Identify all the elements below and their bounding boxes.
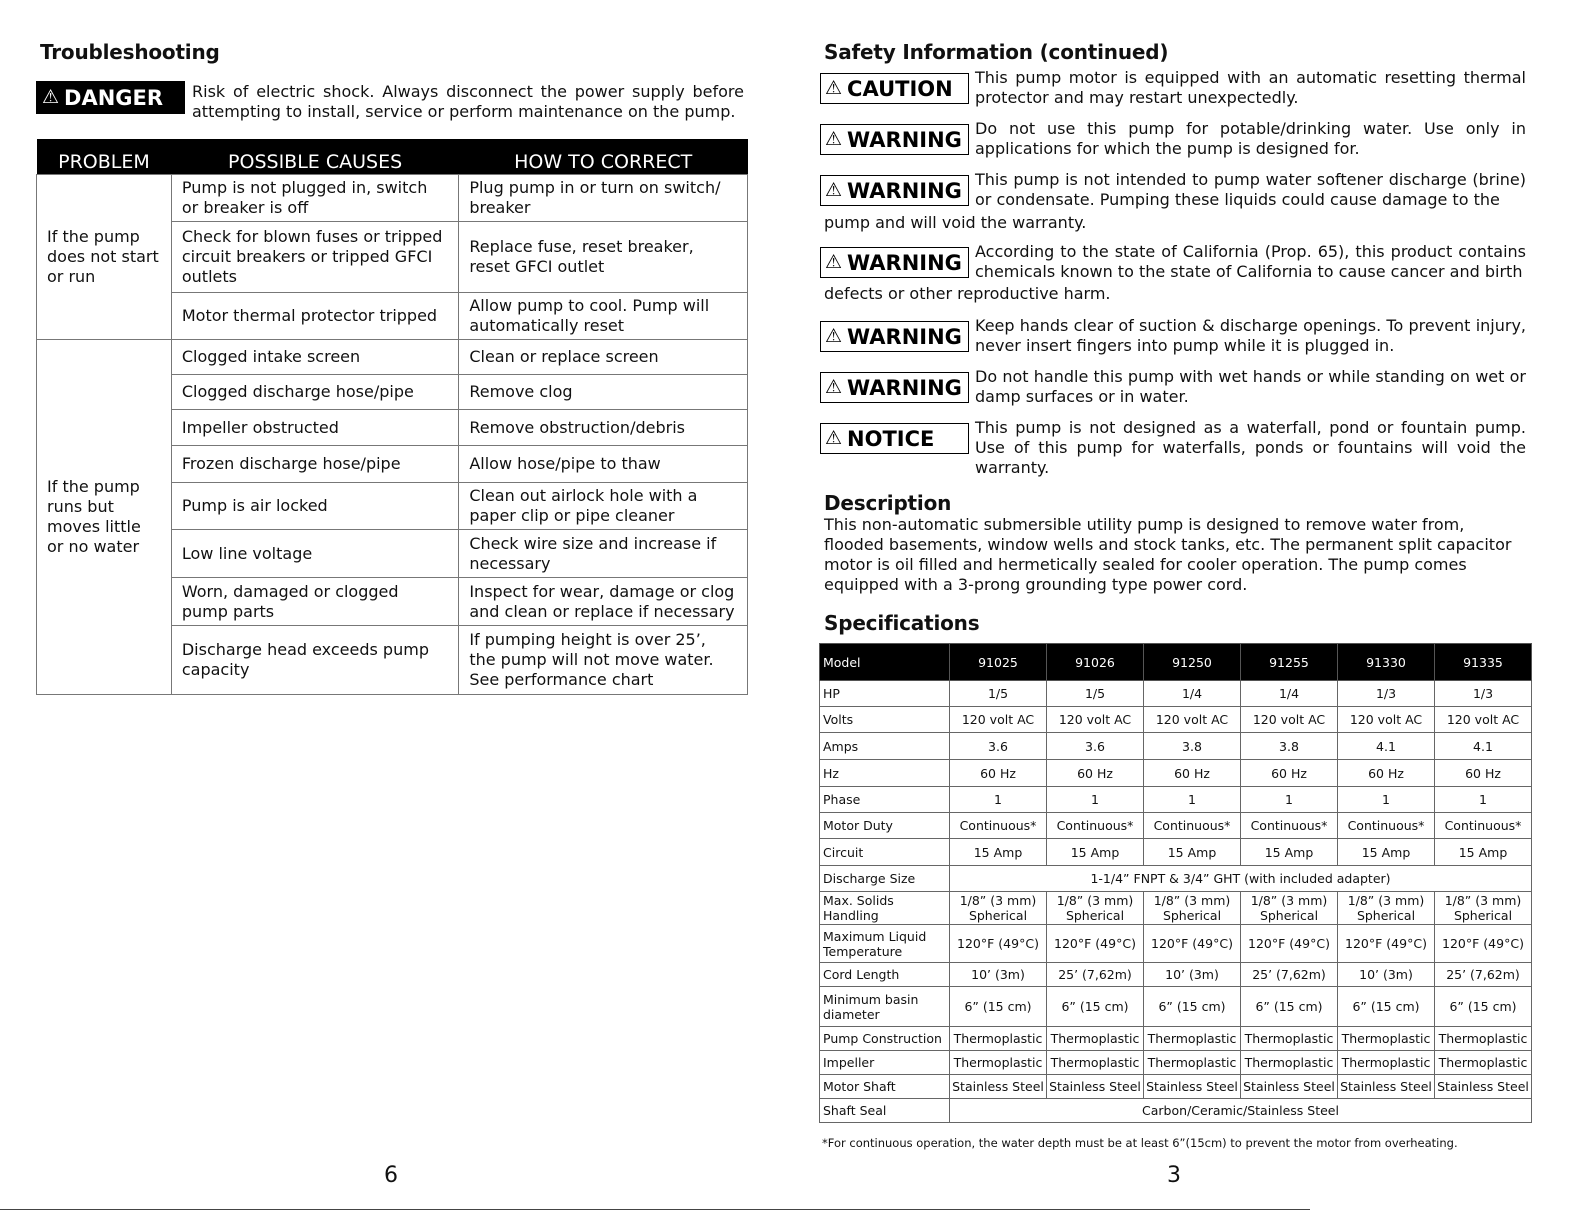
spec-value: 4.1 bbox=[1338, 733, 1435, 760]
description-text: This non-automatic submersible utility pump is designed to remove water from, flooded basements, window wells and stock tanks, etc. The permanent split capacitor motor is oil filled and hermetically sealed for cooler operation. The pump comes equipped with a 3-prong grounding type power cord. bbox=[824, 515, 1512, 594]
notice-text: Do not handle this pump with wet hands or while standing on wet or damp surfaces or in water. bbox=[975, 367, 1526, 406]
spec-value: 6” (15 cm) bbox=[1144, 987, 1241, 1027]
spec-model-header: 91330 bbox=[1338, 644, 1435, 681]
fix-cell: Clean out airlock hole with a paper clip or pipe cleaner bbox=[459, 483, 748, 530]
spec-value: 1/5 bbox=[950, 681, 1047, 707]
spec-value: 120°F (49°C) bbox=[1241, 925, 1338, 963]
spec-value: 15 Amp bbox=[1435, 839, 1532, 866]
spec-label: HP bbox=[820, 681, 950, 707]
spec-value: 6” (15 cm) bbox=[1338, 987, 1435, 1027]
spec-value: 1/8” (3 mm) Spherical bbox=[1241, 892, 1338, 925]
spec-row bbox=[820, 707, 1532, 733]
spec-value: 60 Hz bbox=[1047, 760, 1144, 787]
fix-cell: Plug pump in or turn on switch/ breaker bbox=[459, 175, 748, 222]
spec-value: 6” (15 cm) bbox=[950, 987, 1047, 1027]
spec-value: 10’ (3m) bbox=[950, 963, 1047, 987]
page-number-left: 6 bbox=[384, 1163, 398, 1188]
spec-label: Discharge Size bbox=[820, 866, 950, 892]
spec-value: 3.8 bbox=[1241, 733, 1338, 760]
badge-label: WARNING bbox=[847, 127, 962, 152]
danger-text: Risk of electric shock. Always disconnect the power supply before attempting to install, service or perform maintenance on the pump. bbox=[192, 82, 744, 121]
caution-badge bbox=[820, 73, 969, 104]
spec-value: 25’ (7,62m) bbox=[1047, 963, 1144, 987]
spec-value: Thermoplastic bbox=[1047, 1051, 1144, 1075]
problem-cell: If the pump runs but moves little or no water bbox=[37, 340, 172, 695]
spec-value: 120°F (49°C) bbox=[1144, 925, 1241, 963]
spec-label: Impeller bbox=[820, 1051, 950, 1075]
warning-triangle-icon: ⚠ bbox=[42, 86, 60, 108]
badge-label: WARNING bbox=[847, 375, 962, 400]
spec-value: Stainless Steel bbox=[950, 1075, 1047, 1099]
spec-value: 1 bbox=[1338, 787, 1435, 813]
spec-value: 120°F (49°C) bbox=[950, 925, 1047, 963]
warning-badge bbox=[820, 175, 969, 206]
notice-text-continued: defects or other reproductive harm. bbox=[824, 284, 1111, 303]
spec-value: Stainless Steel bbox=[1435, 1075, 1532, 1099]
spec-label: Max. Solids Handling bbox=[820, 892, 950, 925]
spec-row bbox=[820, 760, 1532, 787]
spec-value: 1 bbox=[1047, 787, 1144, 813]
spec-value: 60 Hz bbox=[1435, 760, 1532, 787]
spec-value: Continuous* bbox=[1047, 813, 1144, 839]
spec-value: 1/8” (3 mm) Spherical bbox=[1144, 892, 1241, 925]
description-title: Description bbox=[824, 491, 952, 515]
spec-row bbox=[820, 925, 1532, 963]
spec-model-header: 91026 bbox=[1047, 644, 1144, 681]
spec-value: 120 volt AC bbox=[950, 707, 1047, 733]
fix-cell: Clean or replace screen bbox=[459, 340, 748, 375]
badge-label: CAUTION bbox=[847, 76, 953, 101]
notice-text: This pump is not intended to pump water softener discharge (brine) or condensate. Pumping these liquids could cause damage to the bbox=[975, 170, 1526, 209]
notice-text: Keep hands clear of suction & discharge openings. To prevent injury, never insert fingers into pump while it is plugged in. bbox=[975, 316, 1526, 355]
spec-value: 4.1 bbox=[1435, 733, 1532, 760]
spec-value: 10’ (3m) bbox=[1144, 963, 1241, 987]
cause-cell: Frozen discharge hose/pipe bbox=[171, 446, 458, 483]
spec-value: Thermoplastic bbox=[1144, 1051, 1241, 1075]
cause-cell: Check for blown fuses or tripped circuit breakers or tripped GFCI outlets bbox=[171, 222, 458, 293]
spec-value: 1/8” (3 mm) Spherical bbox=[950, 892, 1047, 925]
danger-badge bbox=[36, 81, 185, 114]
spec-value: Continuous* bbox=[1144, 813, 1241, 839]
table-header-row bbox=[37, 139, 748, 175]
spec-value: 25’ (7,62m) bbox=[1435, 963, 1532, 987]
spec-value: 1/4 bbox=[1241, 681, 1338, 707]
notice-text: This pump motor is equipped with an automatic resetting thermal protector and may restart unexpectedly. bbox=[975, 68, 1526, 107]
spec-value: Thermoplastic bbox=[1435, 1027, 1532, 1051]
spec-row bbox=[820, 1075, 1532, 1099]
spec-value: 1/4 bbox=[1144, 681, 1241, 707]
spec-value: Stainless Steel bbox=[1144, 1075, 1241, 1099]
spec-row bbox=[820, 1099, 1532, 1123]
spec-model-header: 91250 bbox=[1144, 644, 1241, 681]
cause-cell: Impeller obstructed bbox=[171, 410, 458, 446]
spec-value: Thermoplastic bbox=[1338, 1051, 1435, 1075]
fix-cell: Allow hose/pipe to thaw bbox=[459, 446, 748, 483]
spec-label: Phase bbox=[820, 787, 950, 813]
notice-text-continued: pump and will void the warranty. bbox=[824, 213, 1087, 232]
spec-value: 3.8 bbox=[1144, 733, 1241, 760]
warning-triangle-icon: ⚠ bbox=[825, 427, 843, 449]
spec-value: 60 Hz bbox=[1144, 760, 1241, 787]
spec-value: Continuous* bbox=[1435, 813, 1532, 839]
bottom-rule bbox=[0, 1209, 1310, 1210]
spec-label: Minimum basin diameter bbox=[820, 987, 950, 1027]
spec-row bbox=[820, 1027, 1532, 1051]
badge-label: WARNING bbox=[847, 250, 962, 275]
spec-value: Stainless Steel bbox=[1338, 1075, 1435, 1099]
danger-badge-label: DANGER bbox=[64, 85, 164, 110]
spec-row bbox=[820, 963, 1532, 987]
spec-row bbox=[820, 892, 1532, 925]
specifications-table bbox=[819, 643, 1532, 1123]
warning-triangle-icon: ⚠ bbox=[825, 376, 843, 398]
spec-value: 1/8” (3 mm) Spherical bbox=[1047, 892, 1144, 925]
warning-triangle-icon: ⚠ bbox=[825, 251, 843, 273]
spec-model-header: 91335 bbox=[1435, 644, 1532, 681]
spec-value: 60 Hz bbox=[950, 760, 1047, 787]
spec-value: Thermoplastic bbox=[950, 1051, 1047, 1075]
spec-row bbox=[820, 866, 1532, 892]
cause-cell: Pump is not plugged in, switch or breaker is off bbox=[171, 175, 458, 222]
spec-value: Stainless Steel bbox=[1241, 1075, 1338, 1099]
specifications-title: Specifications bbox=[824, 611, 980, 635]
notice-text: According to the state of California (Prop. 65), this product contains chemicals known to the state of California to cause cancer and birth bbox=[975, 242, 1526, 281]
spec-row bbox=[820, 1051, 1532, 1075]
spec-value: 1 bbox=[1241, 787, 1338, 813]
badge-label: WARNING bbox=[847, 324, 962, 349]
fix-cell: Check wire size and increase if necessary bbox=[459, 530, 748, 578]
spec-header-label: Model bbox=[820, 644, 950, 681]
spec-value: 6” (15 cm) bbox=[1241, 987, 1338, 1027]
warning-triangle-icon: ⚠ bbox=[825, 128, 843, 150]
spec-value: Carbon/Ceramic/Stainless Steel bbox=[950, 1099, 1532, 1123]
spec-row bbox=[820, 839, 1532, 866]
fix-cell: Replace fuse, reset breaker, reset GFCI outlet bbox=[459, 222, 748, 293]
notice-text: This pump is not designed as a waterfall, pond or fountain pump. Use of this pump for waterfalls, ponds or fountains will void the warranty. bbox=[975, 418, 1526, 477]
spec-value: 1/3 bbox=[1435, 681, 1532, 707]
spec-value: 1/3 bbox=[1338, 681, 1435, 707]
notice-badge bbox=[820, 423, 969, 454]
spec-value: 15 Amp bbox=[1338, 839, 1435, 866]
spec-value: 60 Hz bbox=[1338, 760, 1435, 787]
cause-cell: Discharge head exceeds pump capacity bbox=[171, 626, 458, 695]
spec-value: Continuous* bbox=[1338, 813, 1435, 839]
spec-value: 15 Amp bbox=[950, 839, 1047, 866]
spec-row bbox=[820, 787, 1532, 813]
cause-cell: Worn, damaged or clogged pump parts bbox=[171, 578, 458, 626]
spec-value: Continuous* bbox=[950, 813, 1047, 839]
spec-value: 6” (15 cm) bbox=[1047, 987, 1144, 1027]
spec-value: 60 Hz bbox=[1241, 760, 1338, 787]
fix-cell: Remove obstruction/debris bbox=[459, 410, 748, 446]
spec-row bbox=[820, 987, 1532, 1027]
fix-cell: If pumping height is over 25’, the pump will not move water. See performance chart bbox=[459, 626, 748, 695]
fix-cell: Allow pump to cool. Pump will automatically reset bbox=[459, 293, 748, 340]
warning-badge bbox=[820, 321, 969, 352]
spec-value: 3.6 bbox=[950, 733, 1047, 760]
spec-value: Continuous* bbox=[1241, 813, 1338, 839]
spec-value: 15 Amp bbox=[1047, 839, 1144, 866]
spec-value: 10’ (3m) bbox=[1338, 963, 1435, 987]
spec-value: 3.6 bbox=[1047, 733, 1144, 760]
spec-value: 120 volt AC bbox=[1144, 707, 1241, 733]
warning-badge bbox=[820, 372, 969, 403]
cause-cell: Clogged discharge hose/pipe bbox=[171, 375, 458, 410]
spec-value: 1 bbox=[1435, 787, 1532, 813]
spec-value: Thermoplastic bbox=[950, 1027, 1047, 1051]
warning-badge bbox=[820, 247, 969, 278]
safety-title: Safety Information (continued) bbox=[824, 40, 1169, 64]
spec-value: 120°F (49°C) bbox=[1047, 925, 1144, 963]
spec-label: Cord Length bbox=[820, 963, 950, 987]
spec-label: Maximum Liquid Temperature bbox=[820, 925, 950, 963]
specifications-footnote: *For continuous operation, the water depth must be at least 6”(15cm) to prevent the motor from overheating. bbox=[822, 1136, 1458, 1150]
warning-badge bbox=[820, 124, 969, 155]
spec-value: 1/8” (3 mm) Spherical bbox=[1435, 892, 1532, 925]
spec-value: Thermoplastic bbox=[1435, 1051, 1532, 1075]
problem-cell: If the pump does not start or run bbox=[37, 175, 172, 340]
spec-value: 120 volt AC bbox=[1338, 707, 1435, 733]
spec-value: Thermoplastic bbox=[1241, 1027, 1338, 1051]
cause-cell: Pump is air locked bbox=[171, 483, 458, 530]
spec-label: Motor Duty bbox=[820, 813, 950, 839]
spec-label: Pump Construction bbox=[820, 1027, 950, 1051]
spec-value: 120°F (49°C) bbox=[1338, 925, 1435, 963]
spec-value: Thermoplastic bbox=[1241, 1051, 1338, 1075]
spec-label: Shaft Seal bbox=[820, 1099, 950, 1123]
spec-label: Amps bbox=[820, 733, 950, 760]
spec-row bbox=[820, 813, 1532, 839]
spec-value: 6” (15 cm) bbox=[1435, 987, 1532, 1027]
cause-cell: Clogged intake screen bbox=[171, 340, 458, 375]
spec-value: 120 volt AC bbox=[1047, 707, 1144, 733]
spec-value: 1 bbox=[1144, 787, 1241, 813]
spec-value: 120 volt AC bbox=[1435, 707, 1532, 733]
spec-row bbox=[820, 733, 1532, 760]
spec-value: 1-1/4” FNPT & 3/4” GHT (with included adapter) bbox=[950, 866, 1532, 892]
fix-cell: Inspect for wear, damage or clog and clean or replace if necessary bbox=[459, 578, 748, 626]
cause-cell: Low line voltage bbox=[171, 530, 458, 578]
spec-header-row bbox=[820, 644, 1532, 681]
spec-model-header: 91255 bbox=[1241, 644, 1338, 681]
spec-value: Thermoplastic bbox=[1144, 1027, 1241, 1051]
spec-value: 25’ (7,62m) bbox=[1241, 963, 1338, 987]
spec-label: Hz bbox=[820, 760, 950, 787]
page-number-right: 3 bbox=[1167, 1163, 1181, 1188]
warning-triangle-icon: ⚠ bbox=[825, 77, 843, 99]
table-row bbox=[37, 340, 748, 375]
cause-cell: Motor thermal protector tripped bbox=[171, 293, 458, 340]
spec-value: 1/5 bbox=[1047, 681, 1144, 707]
column-header: POSSIBLE CAUSES bbox=[171, 139, 458, 175]
warning-triangle-icon: ⚠ bbox=[825, 325, 843, 347]
spec-value: 15 Amp bbox=[1241, 839, 1338, 866]
spec-value: 1 bbox=[950, 787, 1047, 813]
spec-label: Volts bbox=[820, 707, 950, 733]
spec-label: Motor Shaft bbox=[820, 1075, 950, 1099]
column-header: HOW TO CORRECT bbox=[459, 139, 748, 175]
table-row bbox=[37, 175, 748, 222]
spec-value: Thermoplastic bbox=[1338, 1027, 1435, 1051]
spec-value: Stainless Steel bbox=[1047, 1075, 1144, 1099]
badge-label: NOTICE bbox=[847, 426, 935, 451]
spec-value: 120°F (49°C) bbox=[1435, 925, 1532, 963]
spec-value: Thermoplastic bbox=[1047, 1027, 1144, 1051]
notice-text: Do not use this pump for potable/drinking water. Use only in applications for which the pump is designed for. bbox=[975, 119, 1526, 158]
troubleshooting-table bbox=[36, 139, 748, 695]
spec-label: Circuit bbox=[820, 839, 950, 866]
spec-model-header: 91025 bbox=[950, 644, 1047, 681]
warning-triangle-icon: ⚠ bbox=[825, 179, 843, 201]
badge-label: WARNING bbox=[847, 178, 962, 203]
troubleshooting-title: Troubleshooting bbox=[40, 40, 220, 64]
spec-value: 15 Amp bbox=[1144, 839, 1241, 866]
column-header: PROBLEM bbox=[37, 139, 172, 175]
spec-row bbox=[820, 681, 1532, 707]
fix-cell: Remove clog bbox=[459, 375, 748, 410]
spec-value: 120 volt AC bbox=[1241, 707, 1338, 733]
spec-value: 1/8” (3 mm) Spherical bbox=[1338, 892, 1435, 925]
